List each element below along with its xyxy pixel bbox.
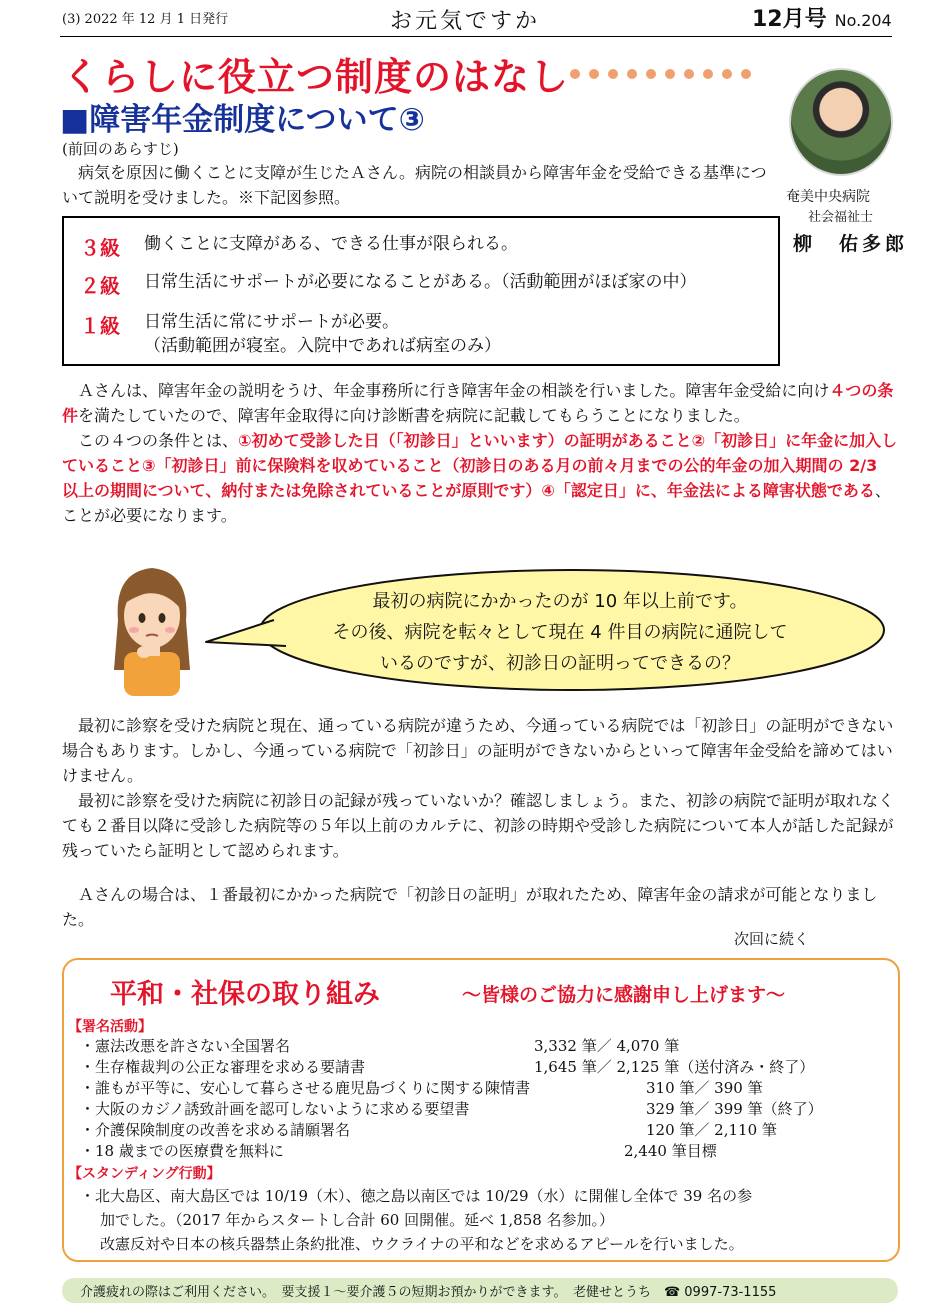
bubble-text xyxy=(280,586,840,679)
text: Ａさんは、障害年金の説明をうけ、年金事務所に行き障害年金の相談を行いました。障害年金受給に向け xyxy=(78,381,830,400)
paragraph-conditions-intro xyxy=(62,378,898,428)
author-name: 柳 佑多郎 xyxy=(793,233,909,255)
signature-item-name: ・憲法改悪を許さない全国署名 xyxy=(80,1037,291,1055)
signature-item-name: ・生存権裁判の公正な審理を求める要請書 xyxy=(80,1058,366,1076)
text: Ａさんの場合は、１番最初にかかった病院で「初診日の証明」が取れたため、障害年金の請求が可能となりました。 xyxy=(62,885,878,929)
paragraph-conditions xyxy=(62,428,898,528)
text: 、ことが必要になります。 xyxy=(62,481,891,525)
text: 最初に診察を受けた病院に初診日の記録が残っていないか？確認しましょう。また、初診の病院で証明が取れなくても２番目以降に受診した病院等の５年以上前のカルテに、初診の時期や受診した病院について本人が話した記録が残っていたら証明として認められます。 xyxy=(62,791,895,860)
body-paragraph xyxy=(62,378,898,528)
grade-level: ２級 xyxy=(80,274,120,298)
signature-item-count: 3,332 筆／ 4,070 筆 xyxy=(534,1037,680,1055)
footer-text: 介護疲れの際はご利用ください。 要支援１〜要介護５の短期お預かりができます。 老健せとうち ☎ 0997-73-1155 xyxy=(80,1285,777,1300)
bubble-line: その後、病院を転々として現在 4 件目の病院に通院して xyxy=(332,622,788,643)
peace-title: 平和・社保の取り組み xyxy=(110,979,380,1010)
issue-number: No.204 xyxy=(834,11,892,30)
issue-date: (3) 2022 年 12 月 1 日発行 xyxy=(62,12,229,27)
grade-description: 働くことに支障がある、できる仕事が限られる。 xyxy=(144,234,518,254)
grade-description: 日常生活にサポートが必要になることがある。（活動範囲がほぼ家の中） xyxy=(144,272,697,292)
recap-text xyxy=(62,160,782,210)
signature-item-name: ・18 歳までの医療費を無料に xyxy=(80,1142,284,1160)
standing-line: 改憲反対や日本の核兵器禁止条約批准、ウクライナの平和などを求めるアピールを行いました。 xyxy=(100,1235,744,1253)
signature-item-name: ・大阪のカジノ誘致計画を認可しないように求める要望書 xyxy=(80,1100,470,1118)
article-subtitle: ■障害年金制度について③ xyxy=(60,102,425,138)
continued-label: 次回に続く xyxy=(734,930,810,948)
issue-month xyxy=(752,2,892,33)
author-role: 社会福祉士 xyxy=(808,210,874,225)
header-divider xyxy=(60,36,892,37)
standing-line: ・北大島区、南大島区では 10/19（木）、徳之島以南区では 10/29（水）に開催し全体で 39 名の参 xyxy=(80,1187,753,1205)
paragraph-records xyxy=(62,788,898,863)
paragraph-first-visit xyxy=(62,713,898,788)
newsletter-name: お元気ですか xyxy=(390,9,541,34)
disability-grade-box xyxy=(62,216,780,366)
woman-illustration xyxy=(104,560,200,696)
recap-label: (前回のあらすじ) xyxy=(62,140,179,158)
author-hospital: 奄美中央病院 xyxy=(786,189,870,205)
decorative-dots xyxy=(570,64,780,78)
standing-line: 加でした。（2017 年からスタートし合計 60 回開催。延べ 1,858 名参加。） xyxy=(100,1211,615,1229)
signature-item-name: ・介護保険制度の改善を求める請願署名 xyxy=(80,1121,351,1139)
highlight-text: ４つの条件 xyxy=(62,381,894,425)
month-label: 12月号 xyxy=(752,7,827,32)
signature-item-count: 310 筆／ 390 筆 xyxy=(646,1079,763,1097)
bubble-line: いるのですが、初診日の証明ってできるの？ xyxy=(380,653,740,674)
body-paragraph xyxy=(62,713,898,863)
article-title: くらしに役立つ制度のはなし xyxy=(62,55,570,99)
signature-label: 【署名活動】 xyxy=(68,1019,152,1035)
text: この４つの条件とは、 xyxy=(78,431,239,450)
signature-item-name: ・誰もが平等に、安心して暮らさせる鹿児島づくりに関する陳情書 xyxy=(80,1079,531,1097)
signature-item-count: 2,440 筆目標 xyxy=(624,1142,717,1160)
signature-item-count: 1,645 筆／ 2,125 筆（送付済み・終了） xyxy=(534,1058,815,1076)
peace-subtitle: 〜皆様のご協力に感謝申し上げます〜 xyxy=(462,984,786,1006)
body-paragraph xyxy=(62,882,898,932)
standing-label: 【スタンディング行動】 xyxy=(68,1166,221,1182)
bubble-line: 最初の病院にかかったのが 10 年以上前です。 xyxy=(372,591,748,612)
highlight-text: ①初めて受診した日（「初診日」といいます）の証明があること②「初診日」に年金に加入していること③「初診日」前に保険料を収めていること（初診日のある月の前々月までの公的年金の加入期間の 2/3 以上の期間について、納付または免除されていることが原則です）④「認定日」に、年金法による障害状態である xyxy=(62,431,898,500)
grade-level: １級 xyxy=(80,314,120,338)
grade-description: （活動範囲が寝室。入院中であれば病室のみ） xyxy=(144,336,501,356)
author-photo xyxy=(789,68,893,176)
text: 最初に診察を受けた病院と現在、通っている病院が違うため、今通っている病院では「初診日」の証明ができない場合もあります。しかし、今通っている病院で「初診日」の証明ができないからといって障害年金受給を諦めてはいけません。 xyxy=(62,716,894,785)
signature-item-count: 120 筆／ 2,110 筆 xyxy=(646,1121,777,1139)
grade-level: ３級 xyxy=(80,236,120,260)
grade-description: 日常生活に常にサポートが必要。 xyxy=(144,312,399,332)
signature-item-count: 329 筆／ 399 筆（終了） xyxy=(646,1100,823,1118)
text: を満たしていたので、障害年金取得に向け診断書を病院に記載してもらうことになりました。 xyxy=(78,406,750,425)
recap-body: 病気を原因に働くことに支障が生じたＡさん。病院の相談員から障害年金を受給できる基準について説明を受けました。※下記図参照。 xyxy=(62,163,767,207)
